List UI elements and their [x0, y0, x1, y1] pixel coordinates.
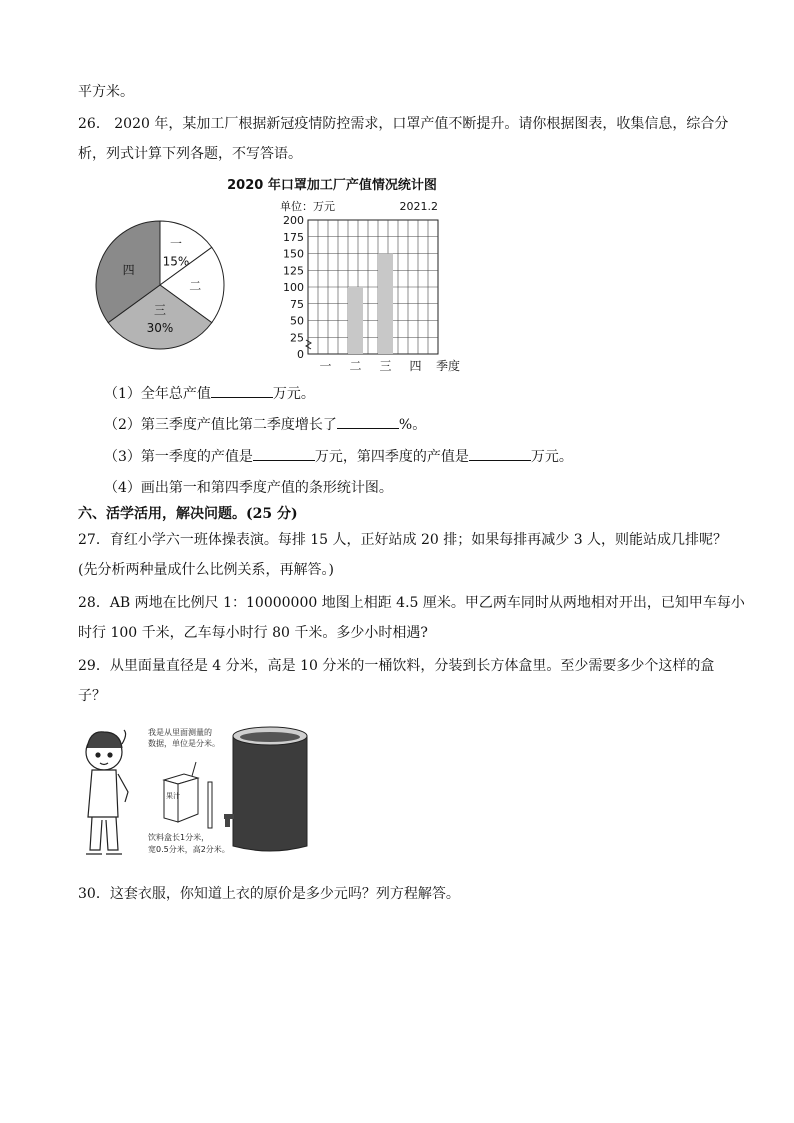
- text-line: 平方米。: [78, 84, 134, 100]
- y-tick-label: 75: [290, 297, 304, 311]
- q26-2-pre: （2）第三季度产值比第二季度增长了: [104, 417, 337, 433]
- q26-1-post: 万元。: [272, 386, 315, 402]
- box-text-2: 宽0.5分米，高2分米。: [148, 845, 230, 854]
- question-30-text: 30．这套衣服，你知道上衣的原价是多少元吗？列方程解答。: [78, 886, 460, 902]
- chart-area: [90, 170, 490, 380]
- bar-date-label: 2021.2: [399, 200, 438, 213]
- box-text-1: 饮料盒长1分米，: [148, 833, 210, 842]
- y-tick-label: 0: [297, 348, 304, 361]
- x-axis-label: 季度: [435, 359, 461, 373]
- bar-chart-title: 2020 年口罩加工厂产值情况统计图: [227, 178, 437, 193]
- pie-label-4: 四: [122, 263, 135, 278]
- question-26-text: 26． 2020 年，某加工厂根据新冠疫情防控需求，口罩产值不断提升。请你根据图表，收集信息，综合分: [78, 116, 729, 132]
- y-tick-label: 200: [283, 214, 304, 227]
- x-tick-label: 三: [379, 359, 392, 373]
- pie-label-3: 三: [153, 303, 167, 318]
- question-27-text-cont: (先分析两种量成什么比例关系，再解答。): [78, 562, 334, 578]
- question-29-figure: [78, 722, 313, 860]
- pie-value-label-3: 30%: [146, 321, 174, 336]
- pie-label-1: 一: [169, 236, 182, 251]
- q26-3-pre: （3）第一季度的产值是: [104, 449, 253, 465]
- boy-illustration: [86, 730, 128, 854]
- x-tick-label: 四: [409, 359, 422, 373]
- y-tick-label: 50: [290, 314, 304, 328]
- barrel-illustration: [224, 727, 307, 851]
- question-29-text: 29．从里面量直径是 4 分米，高是 10 分米的一桶饮料，分装到长方体盒里。至少需要多少个这样的盒: [78, 658, 715, 674]
- bar-3: [378, 254, 393, 355]
- juice-box-label: 果汁: [166, 792, 180, 800]
- question-26-4: （4）画出第一和第四季度产值的条形统计图。: [104, 480, 393, 496]
- question-26-3: [104, 446, 573, 467]
- q26-1-pre: （1）全年总产值: [104, 386, 211, 402]
- y-tick-label: 100: [283, 281, 304, 294]
- y-tick-label: 25: [290, 331, 304, 345]
- bar-2: [348, 287, 363, 354]
- question-26-1: [104, 383, 315, 404]
- y-tick-label: 150: [283, 247, 304, 261]
- q26-3-mid: 万元，第四季度的产值是: [314, 449, 469, 465]
- bar-chart: [280, 200, 460, 373]
- pie-value-label-1: 15%: [162, 254, 190, 269]
- question-29-text-cont: 子？: [78, 688, 106, 704]
- y-tick-label: 175: [283, 230, 304, 244]
- question-26-text-cont: 析，列式计算下列各题，不写答语。: [78, 146, 302, 162]
- x-tick-label: 一: [319, 359, 332, 373]
- bubble-text-1: 我是从里面测量的: [148, 728, 212, 737]
- answer-blank-total[interactable]: [211, 383, 273, 398]
- section-heading: 六、活学活用，解决问题。(25 分): [78, 506, 298, 522]
- answer-blank-q4[interactable]: [469, 446, 531, 461]
- bar-unit-label: 单位：万元: [280, 200, 335, 213]
- question-28-text-cont: 时行 100 千米，乙车每小时行 80 千米。多少小时相遇?: [78, 625, 428, 641]
- pie-label-2: 二: [189, 279, 202, 293]
- bubble-text-2: 数据，单位是分米。: [148, 739, 220, 748]
- question-26-2: [104, 414, 426, 435]
- question-27-text: 27．育红小学六一班体操表演。每排 15 人，正好站成 20 排；如果每排再减少 3 人，则能站成几排呢？: [78, 532, 728, 548]
- answer-blank-q1[interactable]: [253, 446, 315, 461]
- y-tick-label: 125: [283, 264, 304, 278]
- q26-2-post: %。: [398, 417, 427, 433]
- x-tick-label: 二: [349, 359, 362, 373]
- pie-chart: [96, 221, 224, 349]
- ruler-icon: [208, 782, 212, 828]
- question-28-text: 28．AB 两地在比例尺 1：10000000 地图上相距 4.5 厘米。甲乙两车同时从两地相对开出，已知甲车每小: [78, 595, 745, 611]
- answer-blank-growth[interactable]: [337, 414, 399, 429]
- q26-3-post: 万元。: [530, 449, 573, 465]
